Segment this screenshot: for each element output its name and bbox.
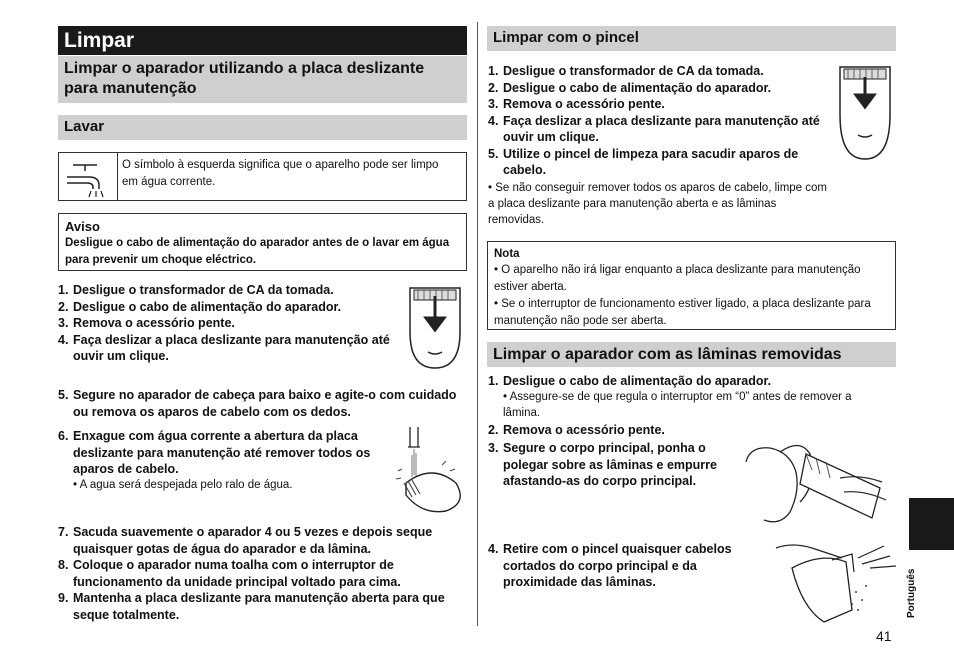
- trimmer-brush-illustration: [834, 63, 896, 161]
- warning-text: Desligue o cabo de alimentação do aparador antes de o lavar em água para prevenir um choque eléctrico.: [65, 237, 450, 266]
- list-item: 3. Remova o acessório pente.: [58, 316, 235, 330]
- list-item: 8. Coloque o aparador numa toalha com o interruptor de funcionamento da unidade principal voltado para cima.: [58, 558, 401, 589]
- list-item: 7. Sacuda suavemente o aparador 4 ou 5 vezes e depois seque quaisquer gotas de água do aparador e da lâmina.: [58, 525, 433, 556]
- list-item: 4. Faça deslizar a placa deslizante para manutenção até ouvir um clique.: [488, 113, 820, 144]
- list-item: 2. Desligue o cabo de alimentação do aparador.: [488, 80, 772, 95]
- page-title: Limpar: [58, 26, 467, 55]
- blades-step1-bullet: • Assegure-se de que regula o interruptor em “0” antes de remover a lâmina.: [503, 391, 852, 419]
- warning-box: [58, 213, 467, 271]
- note-item: • Se o interruptor de funcionamento estiver ligado, a placa deslizante para manutenção não pode ser aberta.: [494, 298, 871, 327]
- section-subtitle: Limpar o aparador utilizando a placa deslizante para manutenção: [58, 56, 467, 103]
- list-item: 2. Desligue o cabo de alimentação do aparador.: [58, 299, 342, 314]
- brush-heading: Limpar com o pincel: [487, 26, 896, 51]
- blades-removed-heading: Limpar o aparador com as lâminas removidas: [487, 342, 896, 367]
- brush-blades-illustration: [772, 538, 900, 626]
- list-item: 1. Desligue o cabo de alimentação do aparador.: [488, 374, 772, 388]
- note-label: Nota: [494, 248, 520, 260]
- lavar-heading: Lavar: [58, 115, 467, 140]
- language-tab-label: Português: [906, 568, 917, 618]
- list-item: 3. Remova o acessório pente.: [488, 97, 665, 111]
- list-item: 6. Enxague com água corrente a abertura da placa deslizante para manutenção até remover todos os aparos de cabelo.: [58, 429, 371, 476]
- washable-symbol-box: [58, 152, 467, 201]
- trimmer-open-plate-illustration: [404, 282, 466, 372]
- symbol-divider: [117, 153, 118, 200]
- list-item: 5. Segure no aparador de cabeça para baixo e agite-o com cuidado ou remova os aparos de cabelo com os dedos.: [58, 388, 457, 419]
- list-item: 2. Remova o acessório pente.: [488, 423, 665, 437]
- list-item: 9. Mantenha a placa deslizante para manutenção aberta para que seque totalmente.: [58, 591, 445, 622]
- symbol-description: O símbolo à esquerda significa que o aparelho pode ser limpo em água corrente.: [122, 159, 439, 188]
- rinse-under-tap-illustration: [392, 425, 468, 515]
- list-item: 5. Utilize o pincel de limpeza para sacudir aparos de cabelo.: [488, 146, 799, 177]
- brush-steps-list: [488, 63, 828, 179]
- note-item: • O aparelho não irá ligar enquanto a placa deslizante para manutenção estiver aberta.: [494, 264, 861, 293]
- warning-label: Aviso: [65, 219, 100, 234]
- page-number: 41: [876, 628, 892, 644]
- column-divider: [477, 22, 478, 626]
- list-item: 1. Desligue o transformador de CA da tomada.: [488, 64, 764, 78]
- brush-bullet: • Se não conseguir remover todos os aparos de cabelo, limpe com a placa deslizante para manutenção aberta e as lâminas removidas.: [488, 182, 827, 226]
- water-faucet-icon: [65, 157, 113, 197]
- note-box: [487, 241, 896, 330]
- list-item: 4. Retire com o pincel quaisquer cabelos cortados do corpo principal e da proximidade das lâminas.: [488, 542, 732, 589]
- list-item: 3. Segure o corpo principal, ponha o polegar sobre as lâminas e empurre afastando-as do corpo principal.: [488, 441, 717, 488]
- language-tab-marker: [909, 498, 954, 550]
- list-item: 1. Desligue o transformador de CA da tomada.: [58, 283, 334, 297]
- wash-steps-list: [58, 282, 398, 365]
- dry-steps-list: [58, 524, 468, 623]
- hand-removing-blades-illustration: [740, 432, 890, 530]
- step6-bullet: • A agua será despejada pelo ralo de água.: [73, 479, 293, 491]
- list-item: 4. Faça deslizar a placa deslizante para manutenção até ouvir um clique.: [58, 332, 390, 363]
